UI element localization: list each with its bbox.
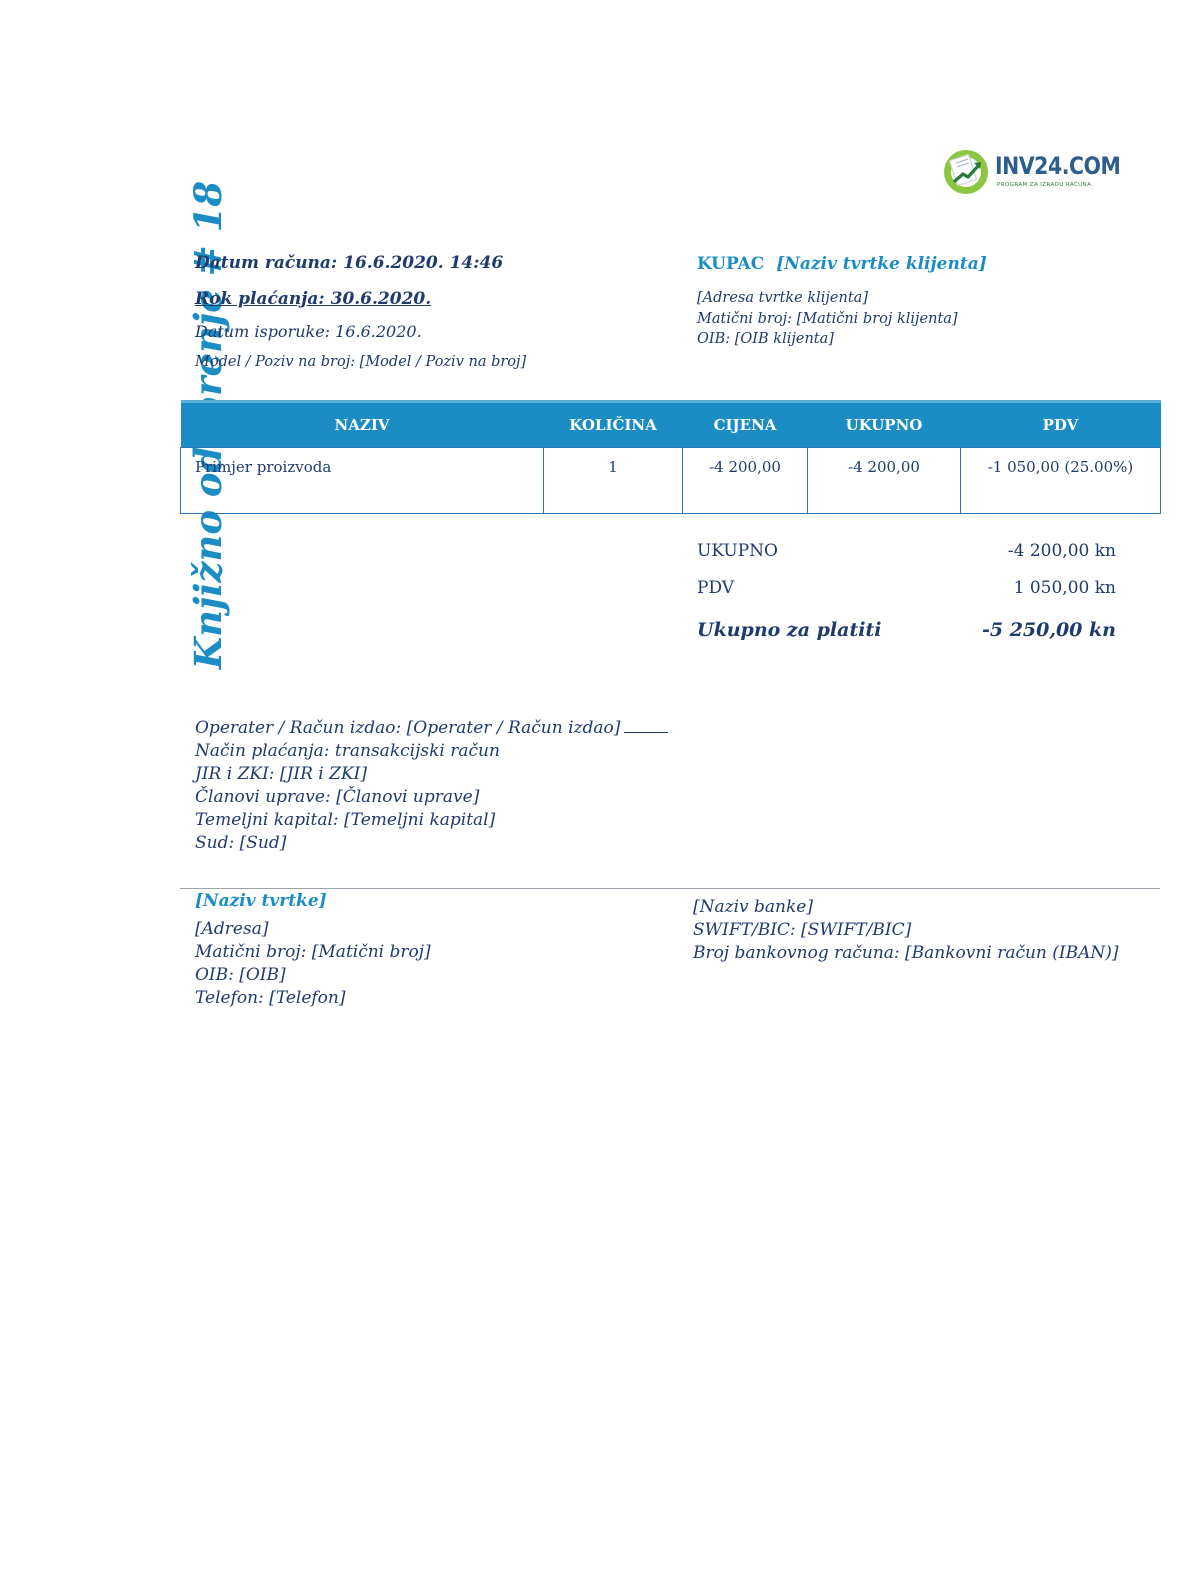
items-table <box>180 400 1161 514</box>
logo-brand: INV24.COM <box>995 152 1121 180</box>
company-name: [Naziv tvrtke] <box>195 891 327 911</box>
logo-tagline: PROGRAM ZA IZRADU RAČUNA <box>997 182 1092 188</box>
buyer-name: [Naziv tvrtke klijenta] <box>776 254 987 274</box>
buyer-oib: OIB: [OIB klijenta] <box>697 331 834 347</box>
item-price-cell: -4 200,00 <box>683 448 808 514</box>
column-header-quantity: KOLIČINA <box>544 402 683 448</box>
vat-label: PDV <box>697 578 735 598</box>
table-row <box>181 448 1161 514</box>
issue-date: Datum računa: 16.6.2020. 14:46 <box>195 253 504 273</box>
column-header-name: NAZIV <box>181 402 544 448</box>
amount-due-label: Ukupno za platiti <box>697 619 882 641</box>
logo-mark-icon <box>941 147 991 197</box>
column-header-vat: PDV <box>961 402 1161 448</box>
buyer-registration: Matični broj: [Matični broj klijenta] <box>697 311 958 327</box>
operator-text: Operater / Račun izdao: [Operater / Račun izdao] <box>195 718 621 738</box>
signature-line <box>624 732 668 733</box>
company-phone: Telefon: [Telefon] <box>195 988 346 1008</box>
footer-divider <box>180 888 1160 889</box>
buyer-address: [Adresa tvrtke klijenta] <box>697 290 868 306</box>
board-members: Članovi uprave: [Članovi uprave] <box>195 787 480 807</box>
due-date: Rok plaćanja: 30.6.2020. <box>195 289 432 309</box>
delivery-date: Datum isporuke: 16.6.2020. <box>195 322 422 341</box>
vat-value: 1 050,00 kn <box>1013 578 1116 598</box>
total-label: UKUPNO <box>697 541 778 561</box>
operator-line <box>195 718 668 738</box>
share-capital: Temeljni kapital: [Temeljni kapital] <box>195 810 496 830</box>
buyer-heading <box>697 254 987 274</box>
company-registration: Matični broj: [Matični broj] <box>195 942 431 962</box>
bank-iban: Broj bankovnog računa: [Bankovni račun (IBAN)] <box>693 943 1119 963</box>
model-reference: Model / Poziv na broj: [Model / Poziv na broj] <box>195 354 527 370</box>
item-quantity-cell: 1 <box>544 448 683 514</box>
column-header-price: CIJENA <box>683 402 808 448</box>
jir-zki: JIR i ZKI: [JIR i ZKI] <box>195 764 368 784</box>
buyer-label: KUPAC <box>697 254 765 274</box>
company-logo <box>941 147 1121 199</box>
item-total-cell: -4 200,00 <box>808 448 961 514</box>
table-header-row <box>181 402 1161 448</box>
payment-method: Način plaćanja: transakcijski račun <box>195 741 500 761</box>
bank-name: [Naziv banke] <box>693 897 814 917</box>
column-header-total: UKUPNO <box>808 402 961 448</box>
amount-due-value: -5 250,00 kn <box>981 619 1116 641</box>
bank-swift: SWIFT/BIC: [SWIFT/BIC] <box>693 920 912 940</box>
total-value: -4 200,00 kn <box>1007 541 1116 561</box>
company-address: [Adresa] <box>195 919 269 939</box>
item-vat-cell: -1 050,00 (25.00%) <box>961 448 1161 514</box>
item-name-cell: Primjer proizvoda <box>181 448 544 514</box>
court: Sud: [Sud] <box>195 833 287 853</box>
company-oib: OIB: [OIB] <box>195 965 286 985</box>
